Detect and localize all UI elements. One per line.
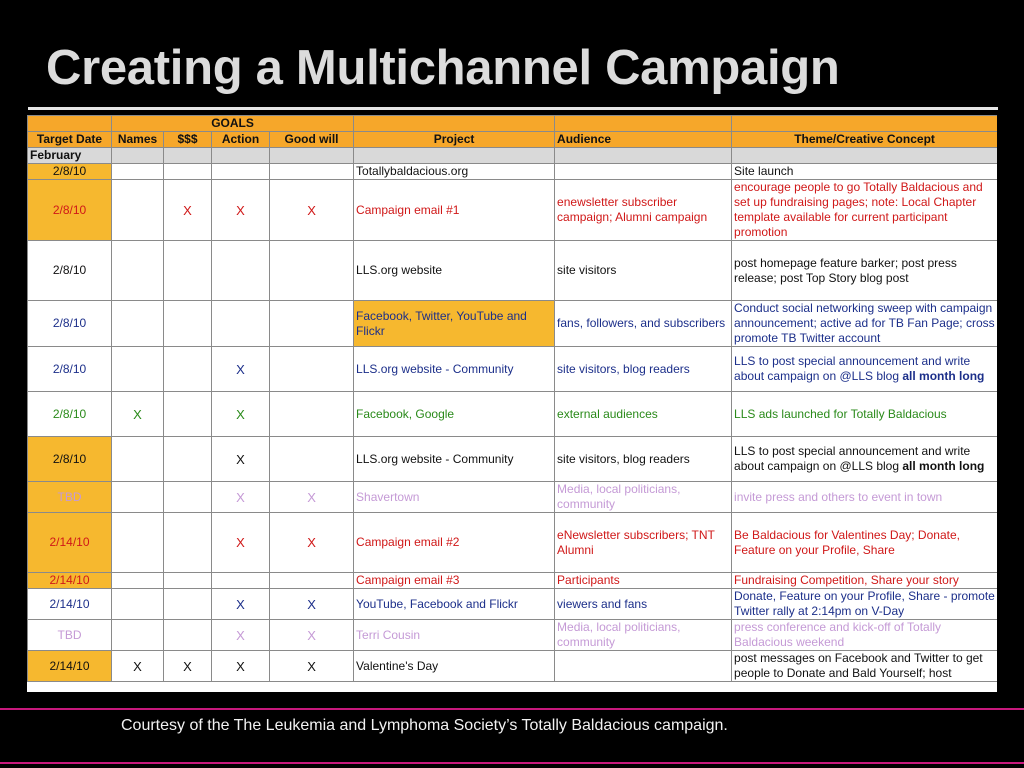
theme-text: press conference and kick-off of Totally Baldacious weekend <box>734 620 942 649</box>
cell-money <box>164 513 212 573</box>
cell-money: X <box>164 180 212 241</box>
cell-action: X <box>212 392 270 437</box>
theme-bold-text: all month long <box>902 369 985 383</box>
cell-target-date: 2/14/10 <box>28 513 112 573</box>
cell-project: Terri Cousin <box>354 620 555 651</box>
cell-action <box>212 301 270 347</box>
table-row <box>28 347 998 392</box>
cell-theme <box>732 180 997 241</box>
cell-target-date: TBD <box>28 482 112 513</box>
table-row <box>28 164 998 180</box>
header-money: $$$ <box>164 132 212 148</box>
cell-good-will: X <box>270 180 354 241</box>
header-project: Project <box>354 132 555 148</box>
cell-theme <box>732 164 997 180</box>
cell-project: LLS.org website - Community <box>354 437 555 482</box>
cell-target-date: 2/14/10 <box>28 651 112 682</box>
cell-good-will <box>270 437 354 482</box>
cell-action <box>212 241 270 301</box>
cell-target-date: 2/8/10 <box>28 392 112 437</box>
theme-text: invite press and others to event in town <box>734 489 943 504</box>
table-row <box>28 651 998 682</box>
cell-good-will: X <box>270 651 354 682</box>
cell-audience: viewers and fans <box>555 589 732 620</box>
cell-audience <box>555 651 732 682</box>
theme-text: Donate, Feature on your Profile, Share - promote Twitter rally at 2:14pm on V-Day <box>734 589 995 618</box>
cell-names <box>112 180 164 241</box>
cell-good-will: X <box>270 620 354 651</box>
cell-good-will <box>270 241 354 301</box>
cell-project: Campaign email #3 <box>354 573 555 589</box>
theme-text: Be Baldacious for Valentines Day; Donate, Feature on your Profile, Share <box>734 527 960 557</box>
cell-money: X <box>164 651 212 682</box>
goals-blank-cell <box>555 116 732 132</box>
cell-audience: Media, local politicians, community <box>555 482 732 513</box>
cell-action <box>212 573 270 589</box>
cell-action: X <box>212 651 270 682</box>
title-divider <box>28 107 998 110</box>
cell-action: X <box>212 589 270 620</box>
cell-names <box>112 573 164 589</box>
cell-good-will <box>270 347 354 392</box>
cell-target-date: 2/8/10 <box>28 241 112 301</box>
month-row <box>28 148 998 164</box>
cell-project: Shavertown <box>354 482 555 513</box>
cell-theme <box>732 573 997 589</box>
cell-theme <box>732 482 997 513</box>
cell-target-date: 2/8/10 <box>28 301 112 347</box>
goals-label: GOALS <box>112 116 354 132</box>
theme-text: LLS to post special announcement and write about campaign on @LLS blog <box>734 354 971 383</box>
theme-text: Fundraising Competition, Share your story <box>734 573 959 587</box>
cell-project: YouTube, Facebook and Flickr <box>354 589 555 620</box>
table-row <box>28 301 998 347</box>
theme-text: post homepage feature barker; post press release; post Top Story blog post <box>734 255 957 285</box>
cell-money <box>164 392 212 437</box>
cell-names <box>112 301 164 347</box>
cell-action: X <box>212 513 270 573</box>
cell-theme <box>732 392 997 437</box>
cell-action: X <box>212 347 270 392</box>
cell-project: Valentine's Day <box>354 651 555 682</box>
month-label: February <box>28 148 112 164</box>
cell-good-will <box>270 573 354 589</box>
footer-credit: Courtesy of the The Leukemia and Lymphoma Society’s Totally Baldacious campaign. <box>121 717 728 734</box>
cell-audience: eNewsletter subscribers; TNT Alumni <box>555 513 732 573</box>
cell-money <box>164 482 212 513</box>
cell-target-date: 2/8/10 <box>28 164 112 180</box>
cell-names <box>112 620 164 651</box>
cell-audience: enewsletter subscriber campaign; Alumni campaign <box>555 180 732 241</box>
cell-names: X <box>112 392 164 437</box>
theme-text: LLS ads launched for Totally Baldacious <box>734 406 947 421</box>
theme-text: encourage people to go Totally Baldacious and set up fundraising pages; note: Local Chapter template available for current participant promotion <box>734 180 983 239</box>
theme-text: post messages on Facebook and Twitter to get people to Donate and Bald Yourself; host <box>734 651 983 680</box>
cell-action <box>212 164 270 180</box>
header-action: Action <box>212 132 270 148</box>
cell-good-will <box>270 301 354 347</box>
cell-project: Facebook, Twitter, YouTube and Flickr <box>354 301 555 347</box>
cell-good-will <box>270 164 354 180</box>
cell-target-date: 2/8/10 <box>28 347 112 392</box>
campaign-spreadsheet <box>27 115 997 692</box>
cell-good-will: X <box>270 482 354 513</box>
cell-money <box>164 347 212 392</box>
theme-text: Conduct social networking sweep with campaign announcement; active ad for TB Fan Page; cross promote TB Twitter account <box>734 301 995 345</box>
goals-header-row <box>28 116 998 132</box>
cell-target-date: 2/14/10 <box>28 589 112 620</box>
cell-audience: fans, followers, and subscribers <box>555 301 732 347</box>
cell-target-date: 2/8/10 <box>28 437 112 482</box>
table-row <box>28 513 998 573</box>
goals-blank-cell <box>354 116 555 132</box>
table-row <box>28 437 998 482</box>
cell-theme <box>732 651 997 682</box>
table-row <box>28 241 998 301</box>
table-row <box>28 392 998 437</box>
cell-names <box>112 589 164 620</box>
cell-theme <box>732 241 997 301</box>
cell-names <box>112 437 164 482</box>
cell-names <box>112 241 164 301</box>
theme-bold-text: all month long <box>902 459 985 473</box>
goals-blank-cell <box>28 116 112 132</box>
cell-audience: site visitors, blog readers <box>555 347 732 392</box>
table-row <box>28 180 998 241</box>
cell-target-date: 2/8/10 <box>28 180 112 241</box>
theme-text: LLS to post special announcement and write about campaign on @LLS blog <box>734 444 971 473</box>
cell-project: Totallybaldacious.org <box>354 164 555 180</box>
theme-text: Site launch <box>734 164 794 178</box>
table-row <box>28 573 998 589</box>
cell-money <box>164 301 212 347</box>
cell-money <box>164 573 212 589</box>
cell-theme <box>732 437 997 482</box>
cell-money <box>164 241 212 301</box>
cell-good-will: X <box>270 513 354 573</box>
goals-blank-cell <box>732 116 997 132</box>
cell-good-will <box>270 392 354 437</box>
cell-good-will: X <box>270 589 354 620</box>
cell-theme <box>732 620 997 651</box>
cell-action: X <box>212 620 270 651</box>
cell-names <box>112 164 164 180</box>
header-theme: Theme/Creative Concept <box>732 132 997 148</box>
cell-theme <box>732 513 997 573</box>
cell-target-date: 2/14/10 <box>28 573 112 589</box>
cell-project: Campaign email #2 <box>354 513 555 573</box>
cell-target-date: TBD <box>28 620 112 651</box>
header-good-will: Good will <box>270 132 354 148</box>
cell-names <box>112 347 164 392</box>
cell-audience: site visitors, blog readers <box>555 437 732 482</box>
cell-money <box>164 620 212 651</box>
cell-project: LLS.org website <box>354 241 555 301</box>
cell-money <box>164 164 212 180</box>
header-target-date: Target Date <box>28 132 112 148</box>
table-row <box>28 482 998 513</box>
header-audience: Audience <box>555 132 732 148</box>
campaign-table <box>27 115 997 682</box>
cell-theme <box>732 347 997 392</box>
cell-project: LLS.org website - Community <box>354 347 555 392</box>
cell-money <box>164 589 212 620</box>
cell-names <box>112 482 164 513</box>
cell-audience: Participants <box>555 573 732 589</box>
cell-action: X <box>212 482 270 513</box>
cell-names <box>112 513 164 573</box>
cell-audience <box>555 164 732 180</box>
cell-project: Facebook, Google <box>354 392 555 437</box>
cell-names: X <box>112 651 164 682</box>
cell-audience: site visitors <box>555 241 732 301</box>
slide-title: Creating a Multichannel Campaign <box>46 41 840 95</box>
cell-theme <box>732 301 997 347</box>
cell-project: Campaign email #1 <box>354 180 555 241</box>
cell-action: X <box>212 437 270 482</box>
column-header-row <box>28 132 998 148</box>
header-names: Names <box>112 132 164 148</box>
cell-audience: Media, local politicians, community <box>555 620 732 651</box>
table-row <box>28 620 998 651</box>
table-row <box>28 589 998 620</box>
cell-audience: external audiences <box>555 392 732 437</box>
cell-theme <box>732 589 997 620</box>
cell-action: X <box>212 180 270 241</box>
cell-money <box>164 437 212 482</box>
